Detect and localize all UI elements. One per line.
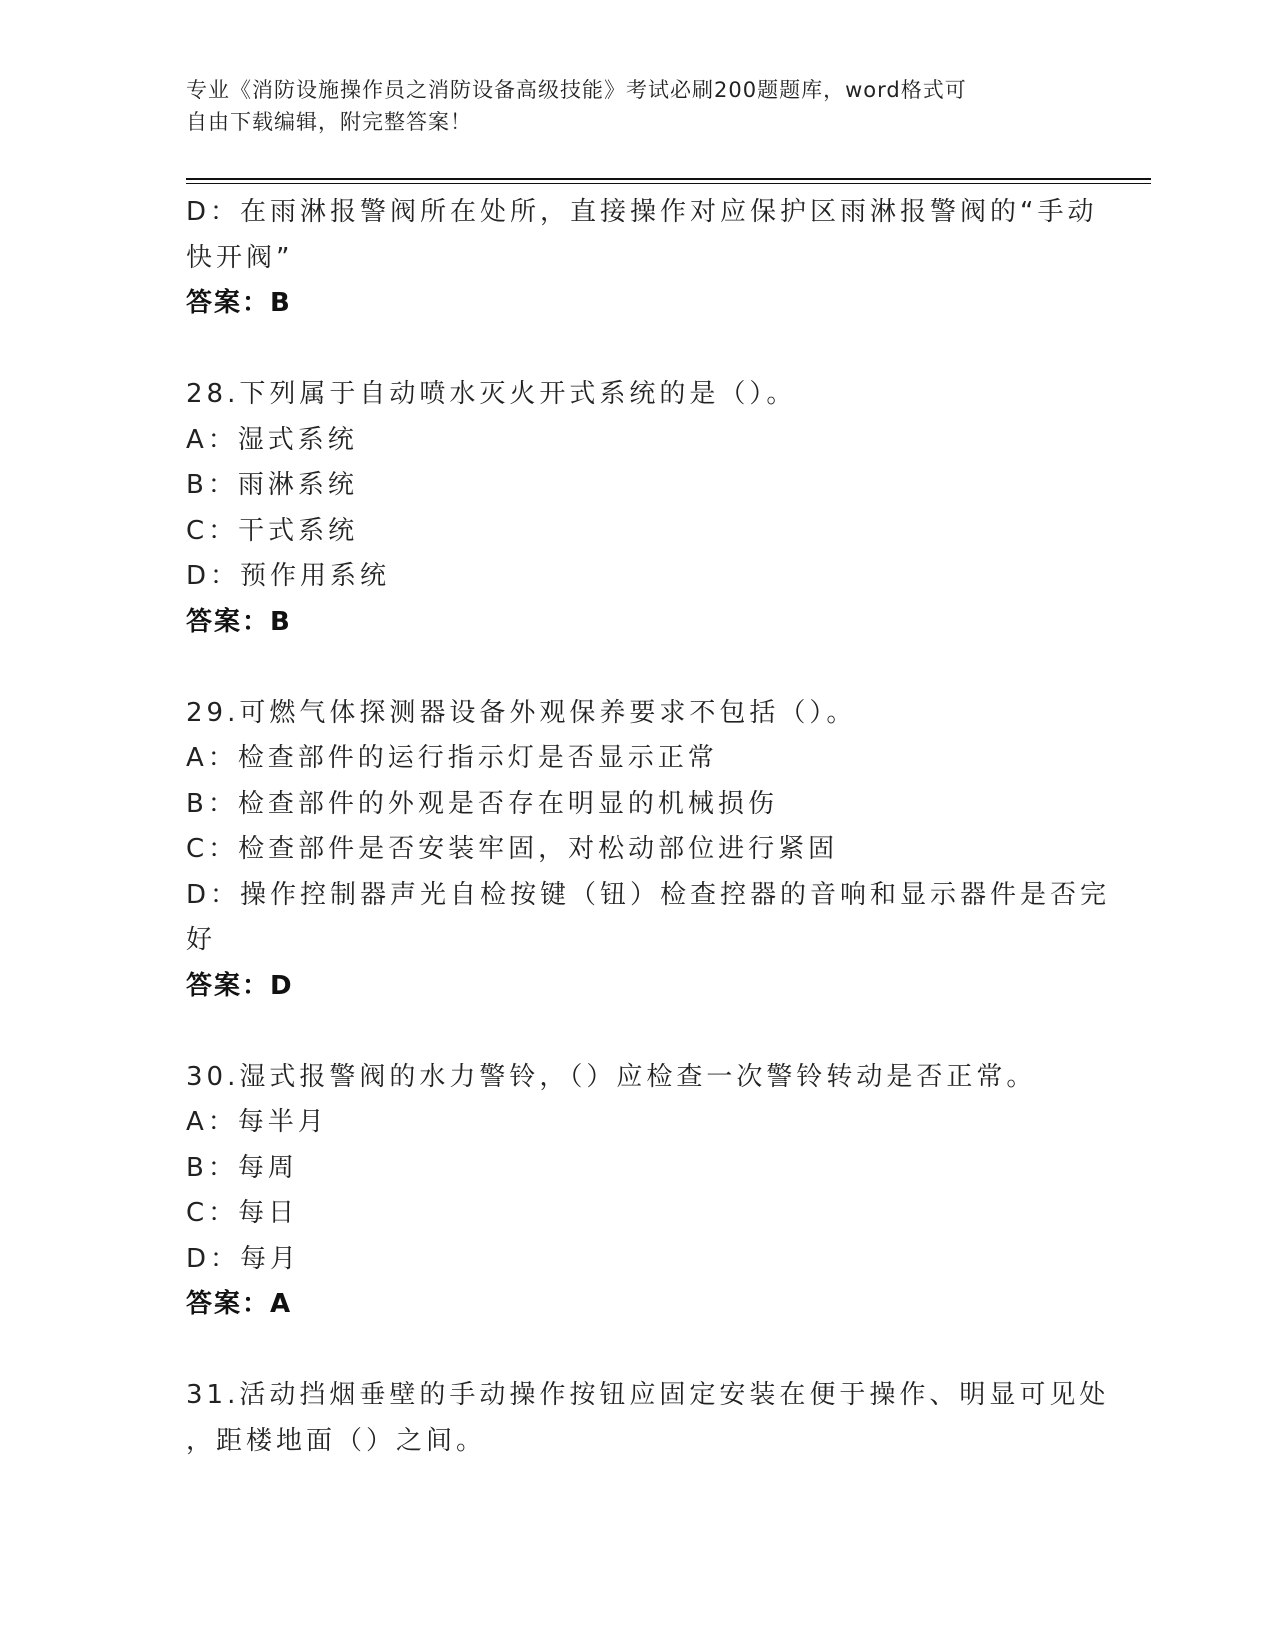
option-a: A：湿式系统 bbox=[186, 424, 358, 455]
option-b: B：每周 bbox=[186, 1152, 298, 1183]
question-stem: 28.下列属于自动喷水灭火开式系统的是（）。 bbox=[186, 379, 797, 409]
document-content bbox=[186, 190, 1111, 1464]
option-a: A：每半月 bbox=[186, 1107, 328, 1137]
header-line-2: 自由下载编辑，附完整答案！ bbox=[186, 110, 472, 134]
option-d-line-1: D：在雨淋报警阀所在处所，直接操作对应保护区雨淋报警阀的“手动 bbox=[186, 197, 1098, 227]
question-30 bbox=[186, 1055, 1066, 1328]
question-27-tail bbox=[186, 190, 1098, 327]
option-d-line-2: 好 bbox=[186, 925, 217, 955]
option-c: C：干式系统 bbox=[186, 515, 359, 546]
question-stem-line-2: ，距楼地面（）之间。 bbox=[186, 1425, 487, 1456]
spacer bbox=[186, 1009, 1066, 1055]
option-c: C：每日 bbox=[186, 1198, 299, 1228]
option-b: B：雨淋系统 bbox=[186, 470, 358, 500]
answer: 答案：B bbox=[186, 288, 292, 318]
spacer bbox=[186, 327, 1066, 373]
question-29 bbox=[186, 691, 1111, 1010]
header-rule-thick bbox=[186, 178, 1151, 180]
option-d-line-2: 快开阀” bbox=[186, 242, 294, 273]
option-b: B：检查部件的外观是否存在明显的机械损伤 bbox=[186, 788, 778, 819]
question-stem: 29.可燃气体探测器设备外观保养要求不包括（）。 bbox=[186, 697, 857, 728]
header-rule-thin bbox=[186, 183, 1151, 184]
question-stem-line-1: 31.活动挡烟垂壁的手动操作按钮应固定安装在便于操作、明显可见处 bbox=[186, 1380, 1110, 1410]
document-header bbox=[186, 74, 1066, 138]
option-c: C：检查部件是否安装牢固，对松动部位进行紧固 bbox=[186, 834, 839, 864]
question-31 bbox=[186, 1373, 1110, 1464]
spacer bbox=[186, 645, 1066, 691]
option-a: A：检查部件的运行指示灯是否显示正常 bbox=[186, 743, 718, 773]
question-28 bbox=[186, 372, 1066, 645]
header-line-1: 专业《消防设施操作员之消防设备高级技能》考试必刷200题题库，word格式可 bbox=[186, 78, 967, 102]
question-stem: 30.湿式报警阀的水力警铃，（）应检查一次警铃转动是否正常。 bbox=[186, 1061, 1037, 1092]
spacer bbox=[186, 1328, 1066, 1374]
answer: 答案：D bbox=[186, 970, 294, 1001]
answer: 答案：A bbox=[186, 1289, 293, 1319]
answer: 答案：B bbox=[186, 606, 292, 637]
option-d: D：预作用系统 bbox=[186, 561, 391, 591]
option-d: D：每月 bbox=[186, 1243, 301, 1274]
option-d-line-1: D：操作控制器声光自检按键（钮）检查控器的音响和显示器件是否完 bbox=[186, 879, 1111, 910]
